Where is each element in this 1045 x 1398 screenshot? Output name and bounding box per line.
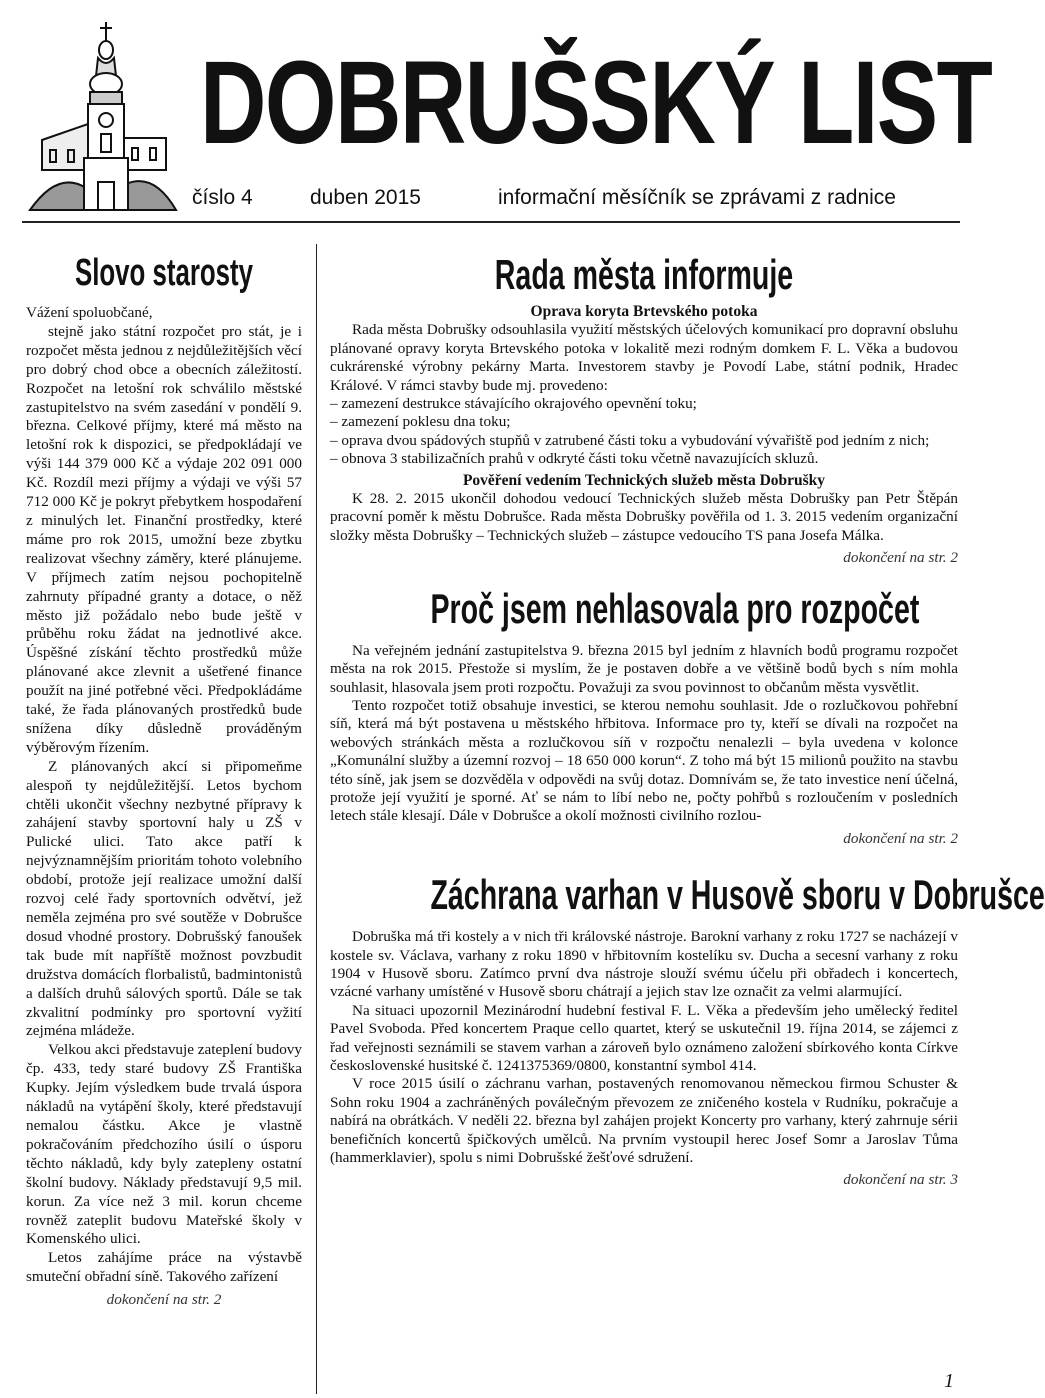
column-divider [316,244,317,1394]
list-item: – zamezení destrukce stávajícího okrajového opevnění toku; [330,395,697,413]
continued-link[interactable]: dokončení na str. 2 [843,829,958,847]
mayor-paragraph: stejně jako státní rozpočet pro stát, je i rozpočet města jednou z nejdůležitějších věcí pro dobrý chod obce a obecních záležitostí. Rozpočet na letošní rok schválilo městské zastupitelstvo na svém zasedání v pondělí 9. března. Celkové příjmy, které má město na letošní rok k dispozici, se předpokládají ve výši 144 379 000 Kč a výdaje 202 091 000 Kč. Rozdíl mezi příjmy a výdaji ve výši 57 712 000 Kč je pokryt přebytkem hospodaření z minulých let. Finanční prostředky, které máme pro rok 2015, umožní beze zbytku realizovat všechny záměry, které plánujeme. V příjmech zatím nejsou pochopitelně zahrnuty případné granty a dotace, o něž město již požádalo nebo bude ještě v průběhu roku žádat na jednotlivé akce. Úspěšné získání těchto prostředků může plánované akce zlevnit a ušetřené finance použít na jiné potřebné věci. Předpokládáme také, že řada plánovaných prostředků bude snížena díky důsledně prováděným výběrovým řízením. [26,322,302,756]
council-article [330,250,958,568]
issue-number: číslo 4 [192,186,253,209]
budget-title: Proč jsem nehlasovala pro rozpočet [430,584,920,632]
organ-article [330,870,1045,1190]
mayor-paragraph: Z plánovaných akcí si připomeňme alespoň ty nejdůležitější. Letos bychom chtěli ukončit všechny nezbytné přípravy k zahájení stavby sportovní haly u ZŠ v Pulické ulici. Tato akce patří k nejvýznamnějším prioritám tohoto volebního období, protože její realizace umožní další rozvoj celé řady sportovních odvětví, jež neměla zejména pro své soutěže v Dobrušce dosud vhodné prostory. Dobrušský fanoušek tak bude mít napříště možnost povzbudit družstva domácích florbalistů, badmintonistů a dalších druhů sálových sportů. Dále se tak zkvalitní podmínky pro sportovní vyžití zejména mládeže. [26,757,302,1040]
budget-paragraph: Tento rozpočet totiž obsahuje investici, se kterou nemohu souhlasit. Jde o rozlučkovou pohřební síň, která má být postavena u městského hřbitova. Informace pro ty, kteří se dívali na rozpočet na webových stránkách města a rozlučkovou síň v rozpočtu nenalezli – byla uvedena v kolonce „Komunální služby a územní rozvoj – 18 650 000 korun“. Z toho má být 15 milionů použito na stavbu této síně, jak jsem se dozvěděla v odpovědi na svůj dotaz. Domnívám se, že tato investice není účelná, protože její využití je sporné. Ať se nám to líbí nebo ne, počty pohřbů s rozloučením v posledních letech stále klesají. Dále v Dobrušce a okolí možnosti civilního rozlou- [330,696,958,825]
continued-link[interactable]: dokončení na str. 2 [843,549,958,567]
masthead-divider [22,221,960,223]
organ-paragraph: Dobruška má tři kostely a v nich tři královské nástroje. Barokní varhany z roku 1727 se nacházejí v kostele sv. Václava, varhany z roku 1890 v hřbitovním kostelíku sv. Ducha a secesní varhany z roku 1904 v Husově sboru. Zatímco první dva nástroje slouží svému účelu při obřadech i koncertech, vzácné varhany umístěné v Husově sboru chátrají a jejich stav lze označit za velmi alarmující. [330,928,958,1001]
newspaper-title: DOBRUŠSKÝ LIST [200,37,992,169]
mayor-paragraph: Velkou akci představuje zateplení budovy čp. 433, tedy staré budovy ZŠ Františka Kupky. Jejím výsledkem bude trvalá úspora nákladů na vytápění školy, které představují nemalou částku. Akce je vlastně pokračováním předchozího úsilí o úsporu těchto nákladů, kdy byly zatepleny ostatní školní budovy. Náklady představují 9,5 mil. korun. Za více než 3 mil. korun chceme rovněž zateplit budovu Mateřské školy v Komenského ulici. [26,1041,302,1248]
main-column [330,250,1045,1190]
council-paragraph: K 28. 2. 2015 ukončil dohodou vedoucí Technických služeb města Dobrušky pan Petr Štěpán pracovní poměr k městu Dobrušce. Rada města Dobrušky pověřila od 1. 3. 2015 vedením organizační složky města Dobrušky – Technických služeb – zástupce vedoucího TS pana Josefa Málka. [330,490,958,544]
council-title: Rada města informuje [494,251,794,298]
continued-link[interactable]: dokončení na str. 3 [843,1171,958,1189]
mayor-column [26,250,302,1310]
budget-article [330,584,958,848]
budget-paragraph: Na veřejném jednání zastupitelstva 9. března 2015 byl jedním z hlavních bodů programu rozpočet města na rok 2015. Přestože si myslím, že je postaven dobře a ve většině bodů bych s ním mohla souhlasit, hlasovala jsem proti rozpočtu. Považuji za svou povinnost to občanům města vysvětlit. [330,641,958,696]
page-number: 1 [944,1370,954,1392]
list-item: – zamezení poklesu dna toku; [330,413,511,431]
church-tower-icon [28,20,178,212]
tagline: informační měsíčník se zprávami z radnice [498,186,896,209]
organ-paragraph: V roce 2015 úsilí o záchranu varhan, postavených renomovanou německou firmou Schuster & Sohn roku 1904 a zachráněných poválečným převozem ze zničeného kostela v Rudníku, pokračuje a nabírá na obrátkách. V neděli 22. března byl zahájen projekt Koncerty pro varhany, který zahrnuje sérii benefičních koncertů špičkových umělců. Na prvním vystoupil herec Josef Somr a Jaroslav Tůma (hammerklavier), spolu s nimi Dobrušské žešťové sdružení. [330,1075,958,1167]
list-item: – obnova 3 stabilizačních prahů v odkryté části toku včetně navazujících skluzů. [330,450,819,468]
organ-title: Záchrana varhan v Husově sboru v Dobrušce [430,871,1045,919]
issue-date: duben 2015 [310,186,421,209]
council-subheading: Oprava koryta Brtevského potoka [530,303,758,320]
mayor-paragraph: Letos zahájíme práce na výstavbě smuteční obřadní síně. Takového zařízení [26,1249,302,1286]
council-paragraph: Rada města Dobrušky odsouhlasila využití městských účelových komunikací pro dopravní obsluhu plánované opravy koryta Brtevského potoka v lokalitě mezi rodným domkem F. L. Věka a budovou cukrárenské výrobny pekárny Marta. Investorem stavby je Povodí Labe, státní podnik, Hradec Králové. V rámci stavby bude mj. provedeno: [330,321,958,394]
mayor-column-title: Slovo starosty [74,252,254,294]
continued-link[interactable]: dokončení na str. 2 [106,1291,222,1309]
list-item: – oprava dvou spádových stupňů v zatrubené části toku a vybudování vývařiště pod jedním z nich; [330,431,930,449]
council-subheading: Pověření vedením Technických služeb města Dobrušky [462,471,826,489]
greeting: Vážení spoluobčané, [26,304,153,321]
organ-paragraph: Na situaci upozornil Mezinárodní hudební festival F. L. Věka a především jeho umělecký ředitel Pavel Svoboda. Před koncertem Praque cello quartet, který se uskutečnil 19. října 2014, se zájemci z řad veřejnosti seznámili se stavem varhan a zároveň bylo oznámeno založení sbírkového konta Církve československé husitské č. 1241375369/0800, konstantní symbol 414. [330,1001,958,1074]
